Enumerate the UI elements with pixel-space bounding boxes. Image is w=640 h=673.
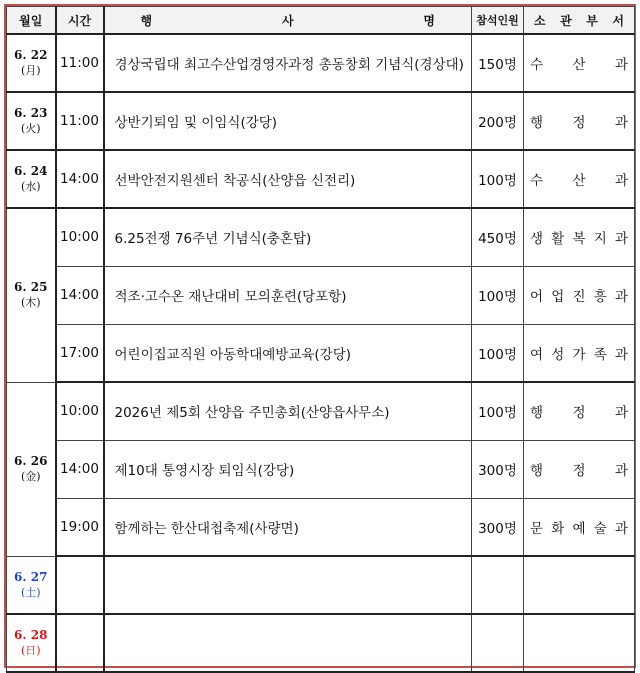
- event-title: 제10대 통영시장 퇴임식(강당): [104, 440, 472, 498]
- dept-char: 족: [593, 346, 607, 363]
- date-cell: [7, 150, 56, 208]
- header-date: 월일: [7, 7, 56, 35]
- event-time: 17:00: [56, 324, 104, 382]
- event-title: 선박안전지원센터 착공식(산양읍 신전리): [104, 150, 472, 208]
- dept-char: 과: [614, 520, 628, 537]
- event-title: 상반기퇴임 및 이임식(강당): [104, 92, 472, 150]
- date-label: 6. 22: [14, 48, 48, 62]
- header-event-char: 사: [281, 13, 294, 28]
- header-attendance: 참석인원: [472, 7, 524, 35]
- weekday-label: (火): [20, 122, 41, 135]
- event-attendance: 100명: [472, 266, 524, 324]
- dept-char: 예: [572, 520, 586, 537]
- event-dept: [524, 324, 635, 382]
- event-time: 14:00: [56, 266, 104, 324]
- header-dept: [524, 7, 635, 35]
- schedule-row: [7, 382, 635, 440]
- dept-char: 과: [614, 463, 628, 479]
- date-label: 6. 26: [14, 454, 48, 468]
- header-dept-char: 부: [586, 13, 598, 28]
- dept-char: 과: [614, 173, 628, 189]
- event-attendance: 300명: [472, 498, 524, 556]
- event-time: 19:00: [56, 498, 104, 556]
- date-cell: [7, 208, 56, 382]
- dept-char: 정: [572, 463, 586, 479]
- dept-char: 술: [593, 520, 607, 537]
- event-attendance: 450명: [472, 208, 524, 266]
- dept-char: 업: [551, 289, 565, 305]
- event-time: 14:00: [56, 440, 104, 498]
- event-time: 14:00: [56, 150, 104, 208]
- event-dept: [524, 382, 635, 440]
- date-cell: [7, 614, 56, 672]
- header-event-char: 행: [140, 13, 153, 28]
- dept-char: 여: [530, 346, 544, 363]
- dept-char: 수: [530, 57, 544, 73]
- date-label: 6. 23: [14, 106, 48, 120]
- weekday-label: (土): [20, 585, 41, 599]
- event-title: 함께하는 한산대첩축제(사량면): [104, 498, 472, 556]
- dept-char: 행: [530, 463, 544, 479]
- schedule-row: [7, 498, 635, 556]
- schedule-row: [7, 150, 635, 208]
- dept-char: 정: [572, 405, 586, 422]
- event-dept: [524, 208, 635, 266]
- dept-char: 생: [530, 231, 544, 248]
- event-dept: [524, 34, 635, 92]
- event-dept: [524, 150, 635, 208]
- dept-char: 흥: [593, 289, 607, 305]
- date-label: 6. 24: [14, 164, 48, 178]
- header-event-char: 명: [423, 13, 435, 28]
- event-time: 10:00: [56, 208, 104, 266]
- event-time: 11:00: [56, 34, 104, 92]
- weekday-label: (月): [20, 64, 41, 77]
- header-time: 시간: [56, 7, 104, 35]
- weekly-schedule-table: [6, 6, 635, 673]
- event-time: 10:00: [56, 382, 104, 440]
- event-title: 2026년 제5회 산양읍 주민총회(산양읍사무소): [104, 382, 472, 440]
- date-label: 6. 28: [14, 628, 48, 642]
- dept-char: 과: [614, 405, 628, 422]
- dept-char: 진: [572, 289, 586, 305]
- event-title: [104, 614, 472, 672]
- dept-char: 과: [614, 231, 628, 248]
- dept-char: 화: [551, 520, 565, 537]
- dept-char: 가: [572, 346, 586, 363]
- event-attendance: 100명: [472, 150, 524, 208]
- event-time: 11:00: [56, 92, 104, 150]
- header-dept-char: 서: [612, 13, 624, 28]
- event-time: [56, 614, 104, 672]
- schedule-row: [7, 266, 635, 324]
- schedule-row: [7, 208, 635, 266]
- date-cell: [7, 92, 56, 150]
- header-dept-char: 관: [560, 13, 572, 28]
- dept-char: 활: [551, 231, 565, 248]
- weekday-label: (日): [20, 644, 41, 657]
- schedule-row: [7, 556, 635, 614]
- schedule-row: [7, 614, 635, 672]
- event-attendance: [472, 556, 524, 614]
- dept-char: 어: [530, 289, 544, 305]
- dept-char: 과: [614, 57, 628, 73]
- event-time: [56, 556, 104, 614]
- event-dept: [524, 440, 635, 498]
- event-title: 적조·고수온 재난대비 모의훈련(당포항): [104, 266, 472, 324]
- event-title: 경상국립대 최고수산업경영자과정 총동창회 기념식(경상대): [104, 34, 472, 92]
- schedule-row: [7, 440, 635, 498]
- schedule-row: [7, 92, 635, 150]
- event-dept: [524, 498, 635, 556]
- date-cell: [7, 556, 56, 614]
- date-cell: [7, 34, 56, 92]
- schedule-row: [7, 34, 635, 92]
- dept-char: 성: [551, 346, 565, 363]
- event-attendance: 100명: [472, 382, 524, 440]
- dept-char: 과: [614, 115, 628, 131]
- event-title: [104, 556, 472, 614]
- dept-char: 과: [614, 346, 628, 363]
- event-attendance: 150명: [472, 34, 524, 92]
- date-cell: [7, 382, 56, 556]
- dept-char: 지: [593, 231, 607, 248]
- schedule-sheet: [4, 4, 636, 668]
- weekday-label: (水): [20, 180, 41, 193]
- date-label: 6. 25: [14, 280, 48, 295]
- event-attendance: [472, 614, 524, 672]
- dept-char: 수: [530, 173, 544, 189]
- weekday-label: (金): [20, 470, 41, 483]
- dept-char: 복: [572, 231, 586, 248]
- event-attendance: 300명: [472, 440, 524, 498]
- weekday-label: (木): [20, 296, 41, 310]
- event-title: 어린이집교직원 아동학대예방교육(강당): [104, 324, 472, 382]
- event-dept: [524, 614, 635, 672]
- date-label: 6. 27: [14, 569, 48, 584]
- header-row: [7, 7, 635, 35]
- event-dept: [524, 92, 635, 150]
- dept-char: 산: [572, 57, 586, 73]
- header-dept-char: 소: [534, 13, 546, 28]
- event-attendance: 200명: [472, 92, 524, 150]
- dept-char: 문: [530, 520, 544, 537]
- dept-char: 과: [614, 289, 628, 305]
- schedule-body: [7, 34, 635, 672]
- dept-char: 행: [530, 115, 544, 131]
- header-event: [104, 7, 472, 35]
- dept-char: 산: [572, 173, 586, 189]
- dept-char: 정: [572, 115, 586, 131]
- dept-char: 행: [530, 405, 544, 422]
- schedule-row: [7, 324, 635, 382]
- event-attendance: 100명: [472, 324, 524, 382]
- event-title: 6.25전쟁 76주년 기념식(충혼탑): [104, 208, 472, 266]
- event-dept: [524, 556, 635, 614]
- event-dept: [524, 266, 635, 324]
